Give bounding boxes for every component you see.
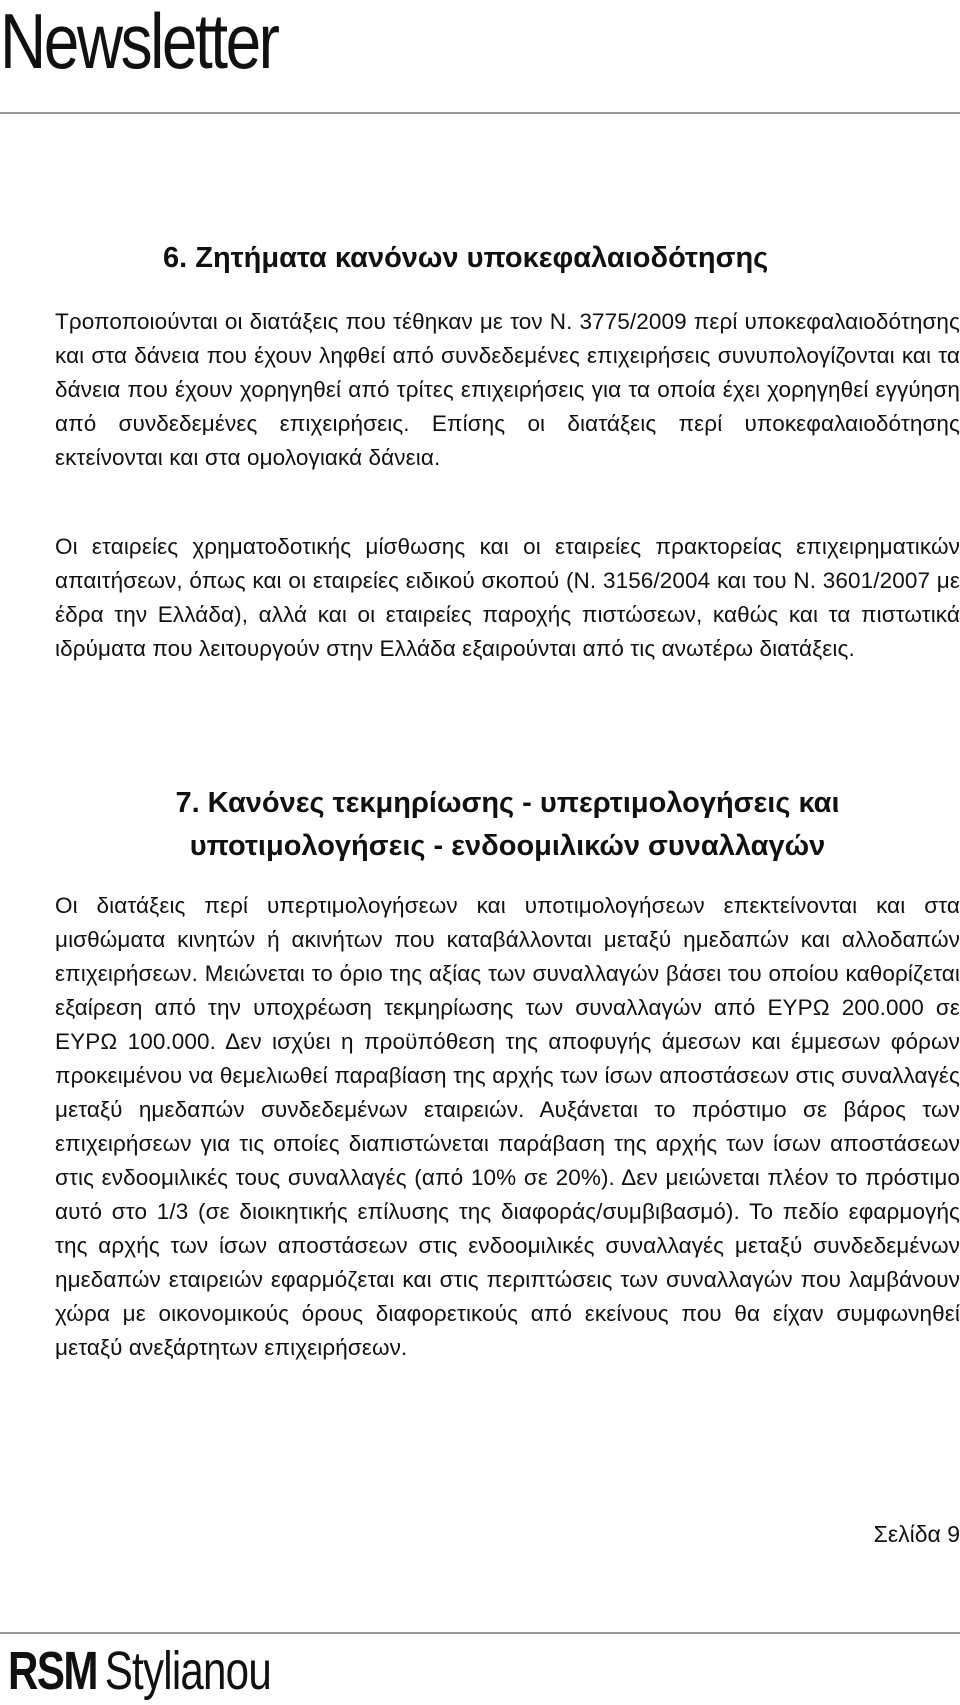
section-7-title-line-2: υποτιμολογήσεις - ενδοομιλικών συναλλαγών [189, 830, 826, 862]
section-7-title-line-1: 7. Κανόνες τεκμηρίωσης - υπερτιμολογήσεις και [175, 787, 840, 819]
section-7-paragraph-1: Οι διατάξεις περί υπερτιμολογήσεων και υποτιμολογήσεων επεκτείνονται και στα μισθώματα κινητών ή ακινήτων που καταβάλλονται μεταξύ ημεδαπών και αλλοδαπών επιχειρήσεων. Μειώνεται το όριο της αξίας των συναλλαγών βάσει του οποίου καθορίζεται εξαίρεση από την υποχρέωση τεκμηρίωσης των συναλλαγών από ΕΥΡΩ 200.000 σε ΕΥΡΩ 100.000. Δεν ισχύει η προϋπόθεση της αποφυγής άμεσων και έμμεσων φόρων προκειμένου να θεμελιωθεί παραβίαση της αρχής των ίσων αποστάσεων στις συναλλαγές μεταξύ ημεδαπών συνδεδεμένων εταιρειών. Αυξάνεται το πρόστιμο σε βάρος των επιχειρήσεων για τις οποίες διαπιστώνεται παράβαση της αρχής των ίσων αποστάσεων στις ενδοομιλικές τους συναλλαγές (από 10% σε 20%). Δεν μειώνεται πλέον το πρόστιμο αυτό στο 1/3 (σε διοικητικής επίλυσης της διαφοράς/συμβιβασμό). Το πεδίο εφαρμογής της αρχής των ίσων αποστάσεων στις ενδοομιλικές συναλλαγές μεταξύ συνδεδεμένων ημεδαπών εταιρειών εφαρμόζεται και στις περιπτώσεις των συναλλαγών που λαμβάνουν χώρα με οικονομικούς όρους διαφορετικούς από εκείνους που θα είχαν συμφωνηθεί μεταξύ ανεξάρτητων επιχειρήσεων. [55, 893, 960, 1360]
section-6-paragraph-2: Οι εταιρείες χρηματοδοτικής μίσθωσης και οι εταιρείες πρακτορείας επιχειρηματικών απαιτήσεων, όπως και οι εταιρείες ειδικού σκοπού (Ν. 3156/2004 και του Ν. 3601/2007 με έδρα την Ελλάδα), αλλά και οι εταιρείες παροχής πιστώσεων, καθώς και τα πιστωτικά ιδρύματα που λειτουργούν στην Ελλάδα εξαιρούνται από τις ανωτέρω διατάξεις. [55, 534, 960, 661]
section-6-title: 6. Ζητήματα κανόνων υποκεφαλαιοδότησης [163, 242, 769, 274]
logo-name: Stylianou [104, 1641, 271, 1701]
newsletter-masthead: Newsletter [0, 0, 278, 85]
section-6-paragraph-1: Τροποποιούνται οι διατάξεις που τέθηκαν με τον Ν. 3775/2009 περί υποκεφαλαιοδότησης και στα δάνεια που έχουν ληφθεί από συνδεδεμένες επιχειρήσεις συνυπολογίζονται και τα δάνεια που έχουν χορηγηθεί από τρίτες επιχειρήσεις για τα οποία έχει χορηγηθεί εγγύηση από συνδεδεμένες επιχειρήσεις. Επίσης οι διατάξεις περί υποκεφαλαιοδότησης εκτείνονται και στα ομολογιακά δάνεια. [55, 309, 960, 470]
footer-divider [0, 1632, 960, 1634]
section-7-title [55, 782, 960, 868]
logo-brand: RSM [8, 1641, 97, 1701]
header-divider [0, 112, 960, 114]
rsm-stylianou-logo [8, 1640, 271, 1702]
page-number: Σελίδα 9 [873, 1521, 960, 1547]
